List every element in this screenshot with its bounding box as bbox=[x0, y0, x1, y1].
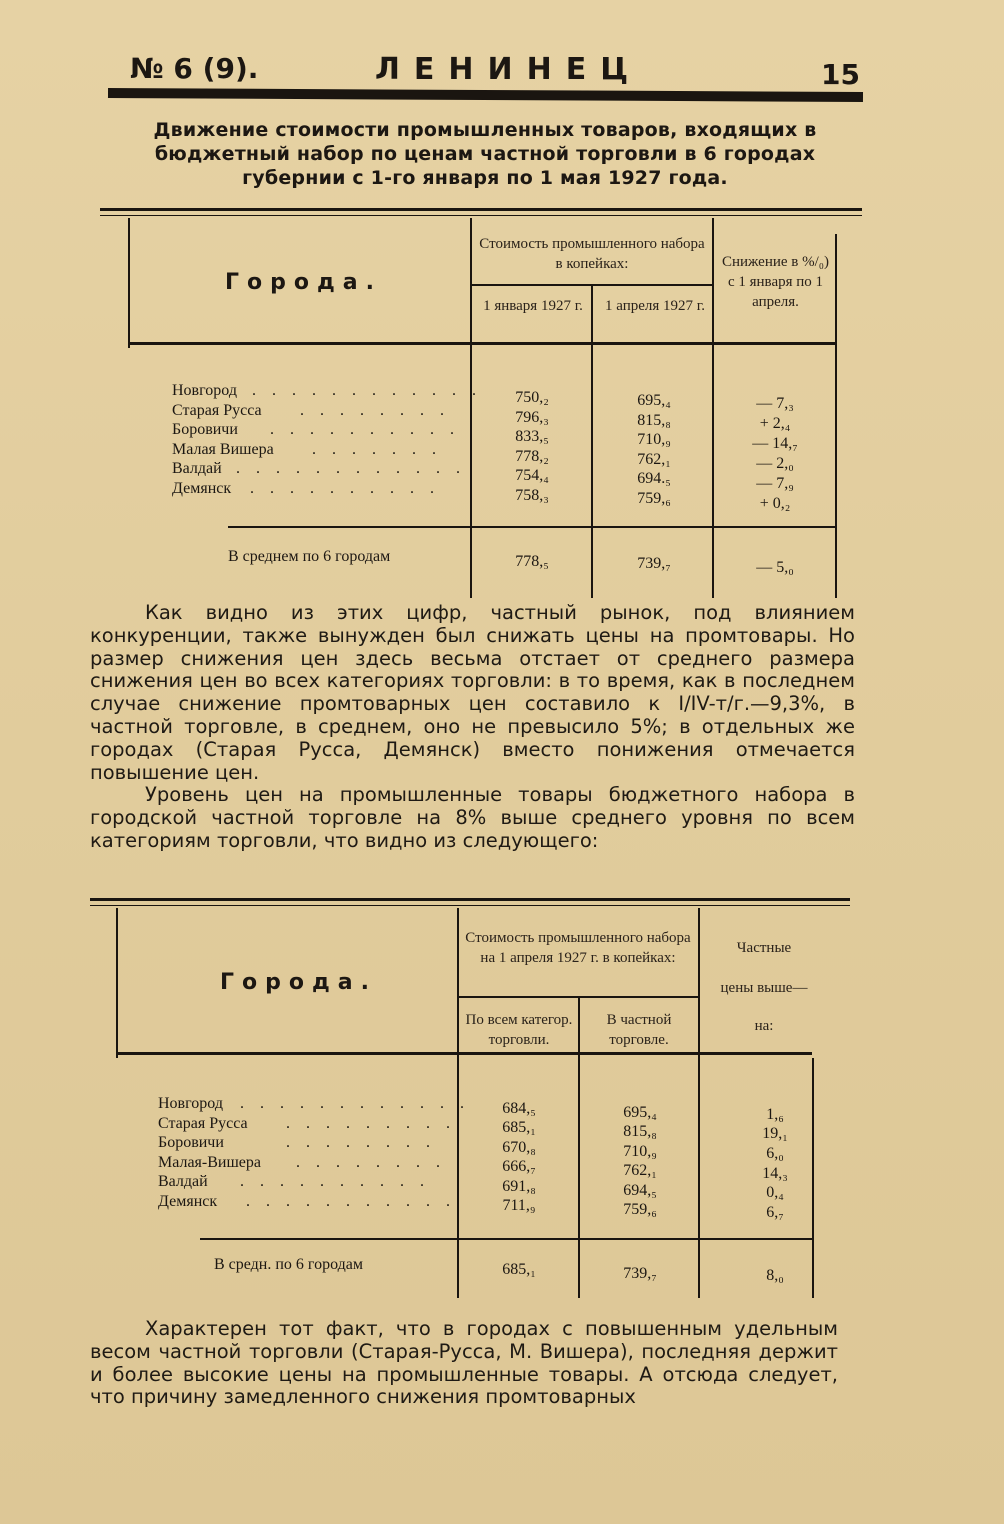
table2-city: Новгород bbox=[158, 1095, 223, 1112]
table2-all: 684,₅ bbox=[502, 1100, 536, 1117]
col-jan-header: 1 января 1927 г. bbox=[483, 298, 583, 314]
table1-jan: 750,₂ bbox=[515, 389, 549, 406]
leader-dots: . . . . . . . . . . bbox=[270, 421, 460, 438]
leader-dots: . . . . . . . . bbox=[300, 402, 450, 419]
table1-average-label: В среднем по 6 городам bbox=[228, 548, 391, 565]
table1-caption: Движение стоимости промышленных товаров, входящих в бюджетный набор по ценам частной торговли в 6 городах губернии с 1-го января по 1 мая 1927 года. bbox=[153, 119, 817, 189]
table1-city: Валдай bbox=[172, 460, 222, 477]
leader-dots: . . . . . . . . . . . . bbox=[236, 460, 466, 477]
table2-private: 759,₆ bbox=[623, 1201, 657, 1218]
leader-dots: . . . . . . . . bbox=[286, 1134, 436, 1151]
leader-dots: . . . . . . . . . . . . bbox=[252, 382, 482, 399]
table2-header-rule bbox=[116, 1052, 812, 1055]
table2-top-rule bbox=[90, 898, 850, 901]
table1-jan: 778,₂ bbox=[515, 448, 549, 465]
table1-change: + 0,₂ bbox=[759, 495, 791, 512]
leader-dots: . . . . . . . . . . bbox=[250, 480, 440, 497]
body-text-2 bbox=[90, 1318, 838, 1409]
leader-dots: . . . . . . . . bbox=[296, 1154, 446, 1171]
table2-higher: 19,₁ bbox=[762, 1125, 788, 1142]
table1-total-rule bbox=[228, 526, 835, 528]
table1-city: Демянск bbox=[172, 480, 232, 497]
table1-apr: 710,₉ bbox=[637, 431, 671, 448]
table2-average-higher: 8,₀ bbox=[766, 1267, 784, 1284]
table2-higher: 1,₆ bbox=[766, 1106, 784, 1123]
table1-jan: 833,₅ bbox=[515, 428, 549, 445]
table2-private: 710,₉ bbox=[623, 1143, 657, 1160]
table2-higher: 6,₇ bbox=[766, 1204, 784, 1221]
leader-dots: . . . . . . . . . . bbox=[240, 1173, 430, 1190]
col-higher-header-3: на: bbox=[754, 1018, 774, 1034]
cities-header: Города. bbox=[220, 970, 377, 995]
table1-change: — 2,₀ bbox=[756, 455, 794, 472]
table2-total-rule bbox=[200, 1238, 812, 1240]
table1-top-rule bbox=[100, 208, 862, 211]
col-apr-header: 1 апреля 1927 г. bbox=[605, 298, 705, 314]
table2-average-private: 739,₇ bbox=[623, 1265, 657, 1282]
table1-city: Боровичи bbox=[172, 421, 238, 438]
table1-jan: 758,₃ bbox=[515, 487, 549, 504]
table2-city: Валдай bbox=[158, 1173, 208, 1190]
table2-group-rule bbox=[459, 996, 698, 998]
table2-private: 695,₄ bbox=[623, 1104, 657, 1121]
table2-top-rule-thin bbox=[90, 905, 850, 906]
paragraph-1: Как видно из этих цифр, частный рынок, под влиянием конкуренции, также вынужден был снижать цены на промтовары. Но размер снижения цен здесь весьма отстает от среднего размера снижения цен во всех категориях торговли: в то время, как в последнем случае снижение промтоварных цен составило к I/IV-т/г.—9,3%, в частной торговле, в среднем, оно не превысило 5%; в отдельных же городах (Старая Русса, Демянск) вместо понижения отмечается повышение цен. bbox=[90, 601, 855, 784]
table2-all: 691,₈ bbox=[502, 1178, 536, 1195]
table2-higher: 0,₄ bbox=[766, 1184, 784, 1201]
table1-average-jan: 778,₅ bbox=[515, 553, 549, 570]
table2-city: Малая-Вишера bbox=[158, 1154, 261, 1171]
table2-private: 762,₁ bbox=[623, 1162, 657, 1179]
table2-vline bbox=[116, 908, 118, 1058]
table2-city: Демянск bbox=[158, 1193, 218, 1210]
table2-average-all: 685,₁ bbox=[502, 1261, 536, 1278]
table2-private: 815,₈ bbox=[623, 1123, 657, 1140]
col-private-header: В частной торговле. bbox=[606, 1012, 672, 1048]
table1-jan: 754,₄ bbox=[515, 467, 549, 484]
table1 bbox=[100, 208, 862, 598]
table2-city: Старая Русса bbox=[158, 1115, 248, 1132]
table1-change: — 7,₉ bbox=[756, 475, 794, 492]
table1-average-change: — 5,₀ bbox=[756, 559, 794, 576]
leader-dots: . . . . . . . . . . . bbox=[246, 1193, 456, 1210]
table1-top-rule-thin bbox=[100, 215, 862, 216]
leader-dots: . . . . . . . . . bbox=[286, 1115, 456, 1132]
table1-change: — 7,₃ bbox=[756, 395, 794, 412]
col-all-header: По всем категор. торговли. bbox=[465, 1012, 573, 1048]
body-text-1 bbox=[90, 602, 855, 853]
col-change-header: Снижение в %/₀) с 1 января по 1 апреля. bbox=[721, 254, 830, 310]
table2-all: 685,₁ bbox=[502, 1119, 536, 1136]
leader-dots: . . . . . . . bbox=[312, 441, 442, 458]
table1-apr: 762,₁ bbox=[637, 451, 671, 468]
table1-apr: 815,₈ bbox=[637, 412, 671, 429]
col-higher-header-1: Частные bbox=[736, 940, 792, 956]
table1-jan: 796,₃ bbox=[515, 409, 549, 426]
table2-higher: 14,₃ bbox=[762, 1165, 788, 1182]
table2-city: Боровичи bbox=[158, 1134, 224, 1151]
leader-dots: . . . . . . . . . . . . bbox=[240, 1095, 470, 1112]
table1-vline bbox=[128, 218, 130, 348]
table1-city: Малая Вишера bbox=[172, 441, 274, 458]
table2-higher: 6,₀ bbox=[766, 1145, 784, 1162]
table1-header-rule bbox=[128, 342, 835, 345]
newspaper-title: ЛЕНИНЕЦ bbox=[375, 52, 643, 87]
table2-private: 694,₅ bbox=[623, 1182, 657, 1199]
table1-apr: 759,₆ bbox=[637, 490, 671, 507]
page-number: 15 bbox=[821, 58, 860, 91]
table1-group-rule bbox=[472, 284, 712, 286]
paragraph-3: Характерен тот факт, что в городах с повышенным удельным весом частной торговли (Старая-Русса, М. Вишера), последняя держит и более высокие цены на промышленные товары. А отсюда следует, что причину замедленного снижения промтоварных bbox=[90, 1317, 838, 1409]
table1-change: — 14,₇ bbox=[752, 435, 798, 452]
table1-city: Старая Русса bbox=[172, 402, 262, 419]
table2-all: 666,₇ bbox=[502, 1158, 536, 1175]
table2-all: 711,₉ bbox=[502, 1197, 536, 1214]
paragraph-2: Уровень цен на промышленные товары бюджетного набора в городской частной торговле на 8% выше среднего уровня по всем категориям торговли, что видно из следующего: bbox=[90, 783, 855, 852]
table2 bbox=[90, 898, 850, 1298]
table2-all: 670,₈ bbox=[502, 1139, 536, 1156]
col-higher-header-2: цены выше— bbox=[720, 980, 808, 996]
cities-header: Города. bbox=[225, 270, 382, 295]
group-header: Стоимость промышленного набора на 1 апреля 1927 г. в копейках: bbox=[465, 930, 691, 966]
table1-average-apr: 739,₇ bbox=[637, 555, 671, 572]
table1-apr: 694.₅ bbox=[637, 470, 671, 487]
table1-city: Новгород bbox=[172, 382, 237, 399]
table1-change: + 2,₄ bbox=[759, 415, 791, 432]
issue-number: № 6 (9). bbox=[130, 52, 259, 85]
table2-average-label: В средн. по 6 городам bbox=[214, 1256, 363, 1273]
table1-apr: 695,₄ bbox=[637, 392, 671, 409]
group-header: Стоимость промышленного набора в копейках: bbox=[479, 236, 705, 272]
